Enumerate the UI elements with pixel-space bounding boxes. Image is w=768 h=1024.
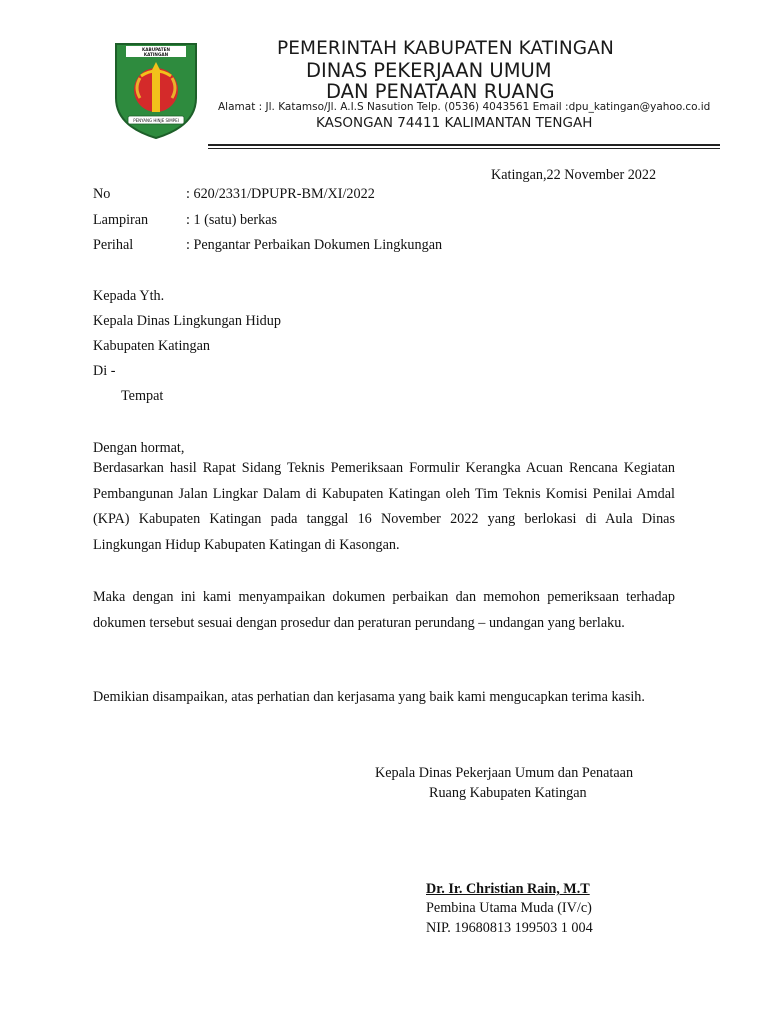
recipient-at: Di - [93,363,116,379]
letterhead-rule-thick [208,144,720,146]
signatory-nip: NIP. 19680813 199503 1 004 [426,920,593,936]
letter-date: Katingan,22 November 2022 [491,167,657,183]
signatory-rank: Pembina Utama Muda (IV/c) [426,900,592,916]
svg-text:PENYANG HINJE SIMPEI: PENYANG HINJE SIMPEI [133,118,179,123]
signatory-title-line-2: Ruang Kabupaten Katingan [429,785,587,801]
recipient-region: Kabupaten Katingan [93,338,211,354]
meta-value-number: : 620/2331/DPUPR-BM/XI/2022 [186,186,375,202]
signatory-title-line-1: Kepala Dinas Pekerjaan Umum dan Penataan [375,765,634,781]
svg-text:KABUPATEN: KABUPATEN [142,47,170,52]
recipient-title: Kepala Dinas Lingkungan Hidup [93,313,281,329]
signatory-name: Dr. Ir. Christian Rain, M.T [426,881,590,897]
meta-label-attachment: Lampiran [93,212,149,228]
regency-logo [114,40,198,140]
letterhead-city: KASONGAN 74411 KALIMANTAN TENGAH [316,115,593,131]
letterhead-government: PEMERINTAH KABUPATEN KATINGAN [277,38,614,59]
meta-value-attachment: : 1 (satu) berkas [186,212,278,228]
letterhead-rule-thin [208,148,720,149]
recipient-salutation: Kepada Yth. [93,288,165,304]
meta-label-number: No [93,186,111,202]
body-paragraph-3: Demikian disampaikan, atas perhatian dan kerjasama yang baik kami mengucapkan terima kasih. [93,689,645,705]
meta-value-subject: : Pengantar Perbaikan Dokumen Lingkungan [186,237,443,253]
recipient-place: Tempat [121,388,164,404]
letterhead-agency: DINAS PEKERJAAN UMUM [306,59,552,82]
svg-text:KATINGAN: KATINGAN [143,52,169,57]
letterhead-address: Alamat : Jl. Katamso/Jl. A.I.S Nasution Telp. (0536) 4043561 Email :dpu_katingan@yahoo.co.id [218,101,711,113]
meta-label-subject: Perihal [93,237,134,253]
body-paragraph-2: Maka dengan ini kami menyampaikan dokumen perbaikan dan memohon pemeriksaan terhadap dokumen tersebut sesuai dengan prosedur dan peraturan perundang – undangan yang berlaku. [93,589,675,631]
body-paragraph-1: Berdasarkan hasil Rapat Sidang Teknis Pemeriksaan Formulir Kerangka Acuan Rencana Kegiatan Pembangunan Jalan Lingkar Dalam di Kabupaten Katingan oleh Tim Teknis Komisi Penilai Amdal (KPA) Kabupaten Katingan pada tanggal 16 November 2022 yang berlokasi di Aula Dinas Lingkungan Hidup Kabupaten Katingan di Kasongan. [93,460,675,553]
greeting: Dengan hormat, [93,440,185,456]
letterhead-agency-sub: DAN PENATAAN RUANG [326,80,555,103]
